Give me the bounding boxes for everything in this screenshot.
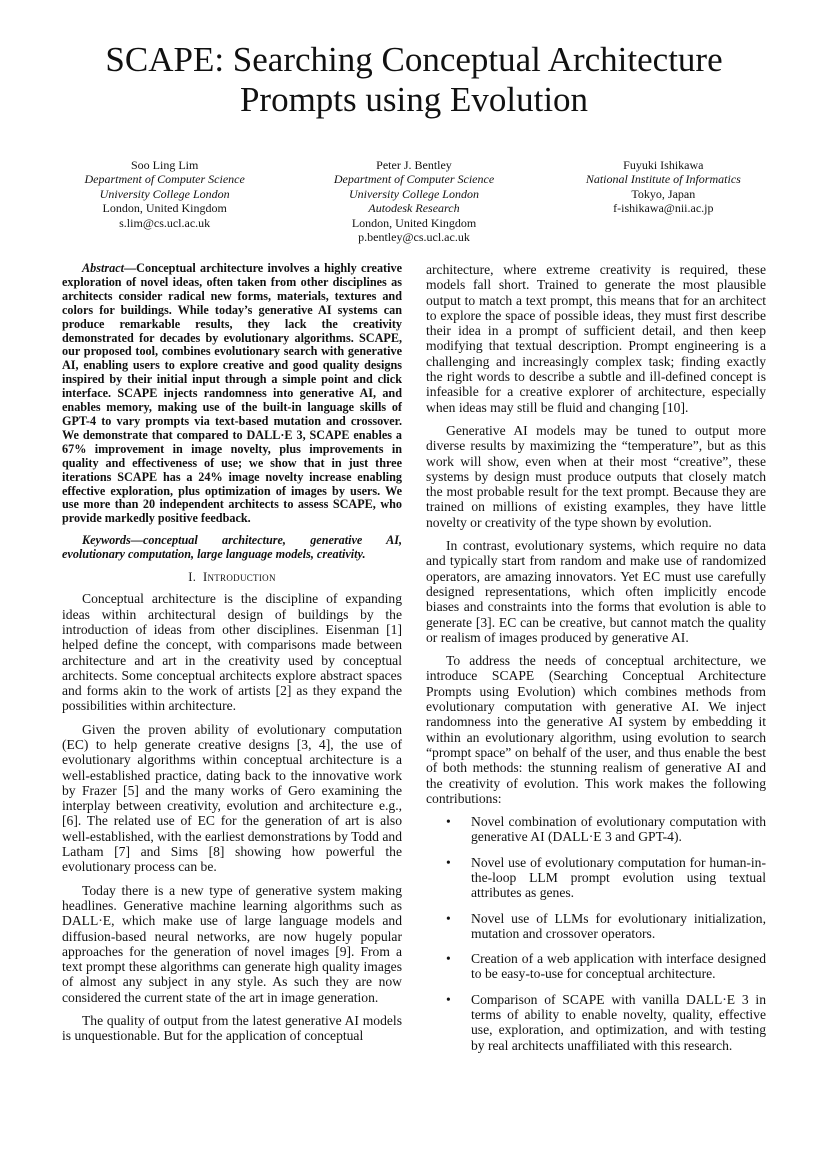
paragraph: Given the proven ability of evolutionary computation (EC) to help generate creative designs [3, 4], the use of evolutionary algorithms within conceptual architecture is a well-established practice, dating back to the innovative work by Frazer [5] and the many works of Gero examining the interplay between creativity, evolution and architecture e.g., [6]. The related use of EC for the generation of art is also well-established, with the earliest demonstrations by Todd and Latham [7] and Sims [8] showing how powerful the evolutionary process can be. [62,721,402,875]
author-affiliation: University College London [349,186,479,201]
paragraph: architecture, where extreme creativity is required, these models fall short. Trained to generate the most plausible output to match a text prompt, this means that for an architect to explore the space of possible ideas, they must first describe their idea in a prompt of sufficient detail, and then keep modifying that textual description. Prompt engineering is a challenging and increasingly complex task; finding exactly the right words to describe a subtle and ill-defined concept is infeasible for a creative explorer of architecture, especially when ideas may still be fluid and changing [10]. [426,262,766,415]
paragraph: To address the needs of conceptual architecture, we introduce SCAPE (Searching Conceptual Architecture Prompts using Evolution) which combines methods from evolutionary computation with generative AI. We inject randomness into the generative AI system by embedding it within an evolutionary algorithm, using evolution to search “prompt space” on behalf of the user, and thus enable the best of both methods: the stunning realism of generative AI and the creativity of evolution. This work makes the following contributions: [426,653,766,806]
author-location: Tokyo, Japan [631,186,696,201]
list-item-text: Creation of a web application with interface designed to be easy-to-use for conceptual architecture. [471,951,766,982]
author-location: London, United Kingdom [351,215,477,230]
author-location: London, United Kingdom [102,201,227,216]
section-number: I. [188,570,197,585]
paragraph: The quality of output from the latest generative AI models is unquestionable. But for the application of conceptual [62,1013,402,1044]
paragraph: In contrast, evolutionary systems, which require no data and typically start from random and make use of randomized operators, are amazing innovators. Yet EC must use carefully designed representations, which often implicitly encode biases and constraints into the forms that evolution is able to generate [3]. EC can be creative, but cannot match the quality or realism of images produced by generative AI. [426,538,766,645]
author-affiliation: University College London [99,186,230,201]
right-column [426,262,766,1063]
left-column [62,262,402,1052]
keywords: Keywords—conceptual architecture, generative AI, evolutionary computation, large language models, creativity. [62,533,402,562]
bullet-icon: • [446,910,451,926]
section-heading [62,570,402,585]
abstract-label: Abstract [82,261,124,275]
author-name: Peter J. Bentley [376,158,452,172]
author-affiliation: National Institute of Informatics [585,172,741,187]
author-email: f-ishikawa@nii.ac.jp [613,201,714,216]
title-line-2: Prompts using Evolution [239,80,589,119]
author-email: p.bentley@cs.ucl.ac.uk [358,230,470,245]
bullet-icon: • [446,991,451,1007]
paragraph: Today there is a new type of generative system making headlines. Generative machine learning algorithms such as DALL·E, which make use of large language models and diffusion-based neural networks, are now hugely popular approaches for the generation of novel images [9]. From a text prompt these algorithms can generate high quality images of almost any subject in any style. As such they are now considered the current state of the art in image generation. [62,882,402,1005]
author-affiliation: Department of Computer Science [84,172,245,187]
list-item-text: Novel combination of evolutionary computation with generative AI (DALL·E 3 and GPT-4). [471,814,766,845]
author-name: Soo Ling Lim [130,158,199,172]
list-item-text: Novel use of LLMs for evolutionary initialization, mutation and crossover operators. [471,910,766,941]
author-affiliation: Autodesk Research [368,201,460,216]
list-item-text: Novel use of evolutionary computation for human-in-the-loop LLM prompt evolution using textual attributes as genes. [471,854,766,901]
list-item-text: Comparison of SCAPE with vanilla DALL·E 3 in terms of ability to enable novelty, quality, effective use, exploration, and optimization, and with testing by real architects unaffiliated with this research. [471,991,766,1053]
list-item [446,814,766,845]
paper-title [0,40,828,120]
bullet-icon: • [446,951,451,967]
list-item [446,951,766,982]
paragraph: Generative AI models may be tuned to output more diverse results by maximizing the “temperature”, but as this work will show, even when at their most “creative”, these systems by design must produce outputs that closely match the most probable result for the text prompt. Because they are trained on millions of existing examples, they have little novelty or creativity of the type shown by evolution. [426,422,766,530]
list-item [446,991,766,1053]
author-affiliation: Department of Computer Science [333,172,495,187]
section-title: Introduction [202,570,276,585]
author-2 [289,158,538,244]
author-3 [539,158,788,244]
author-block [40,158,788,244]
list-item [446,854,766,901]
abstract-text: —Conceptual architecture involves a highly creative exploration of novel ideas, often taken from other disciplines as architects consider radical new forms, materials, textures and colors for buildings. While today’s generative AI systems can produce remarkable results, they lack the creativity demonstrated for decades by evolutionary algorithms. SCAPE, our proposed tool, combines evolutionary search with generative AI, enabling users to explore creative and good quality designs inspired by their initial input through a simple point and click interface. SCAPE injects randomness into generative AI, and enables memory, making use of the built-in language skills of GPT-4 to vary prompts via text-based mutation and crossover. We demonstrate that compared to DALL·E 3, SCAPE enables a 67% improvement in image novelty, plus improvements in quality and effectiveness of use; we show that in just three iterations SCAPE has a 24% image novelty increase enabling effective exploration, plus optimization of images by users. We use more than 20 independent architects to assess SCAPE, who provide markedly positive feedback. [62,261,402,526]
list-item [446,910,766,942]
title-line-1: SCAPE: Searching Conceptual Architecture [105,40,723,79]
paragraph: Conceptual architecture is the discipline of expanding ideas within architectural design of buildings by the introduction of ideas from other disciplines. Eisenman [1] helped define the concept, with comparisons made between architecture and art in the creativity used by conceptual architects. Some conceptual architects explore abstract spaces and forms akin to the work of artists [2] as they expand the possibilities within architecture. [62,591,402,714]
bullet-icon: • [446,814,451,830]
bullet-icon: • [446,854,451,870]
author-1 [40,158,289,244]
author-email: s.lim@cs.ucl.ac.uk [119,215,211,230]
abstract [62,262,402,526]
author-name: Fuyuki Ishikawa [623,158,704,172]
contributions-list [426,814,766,1053]
